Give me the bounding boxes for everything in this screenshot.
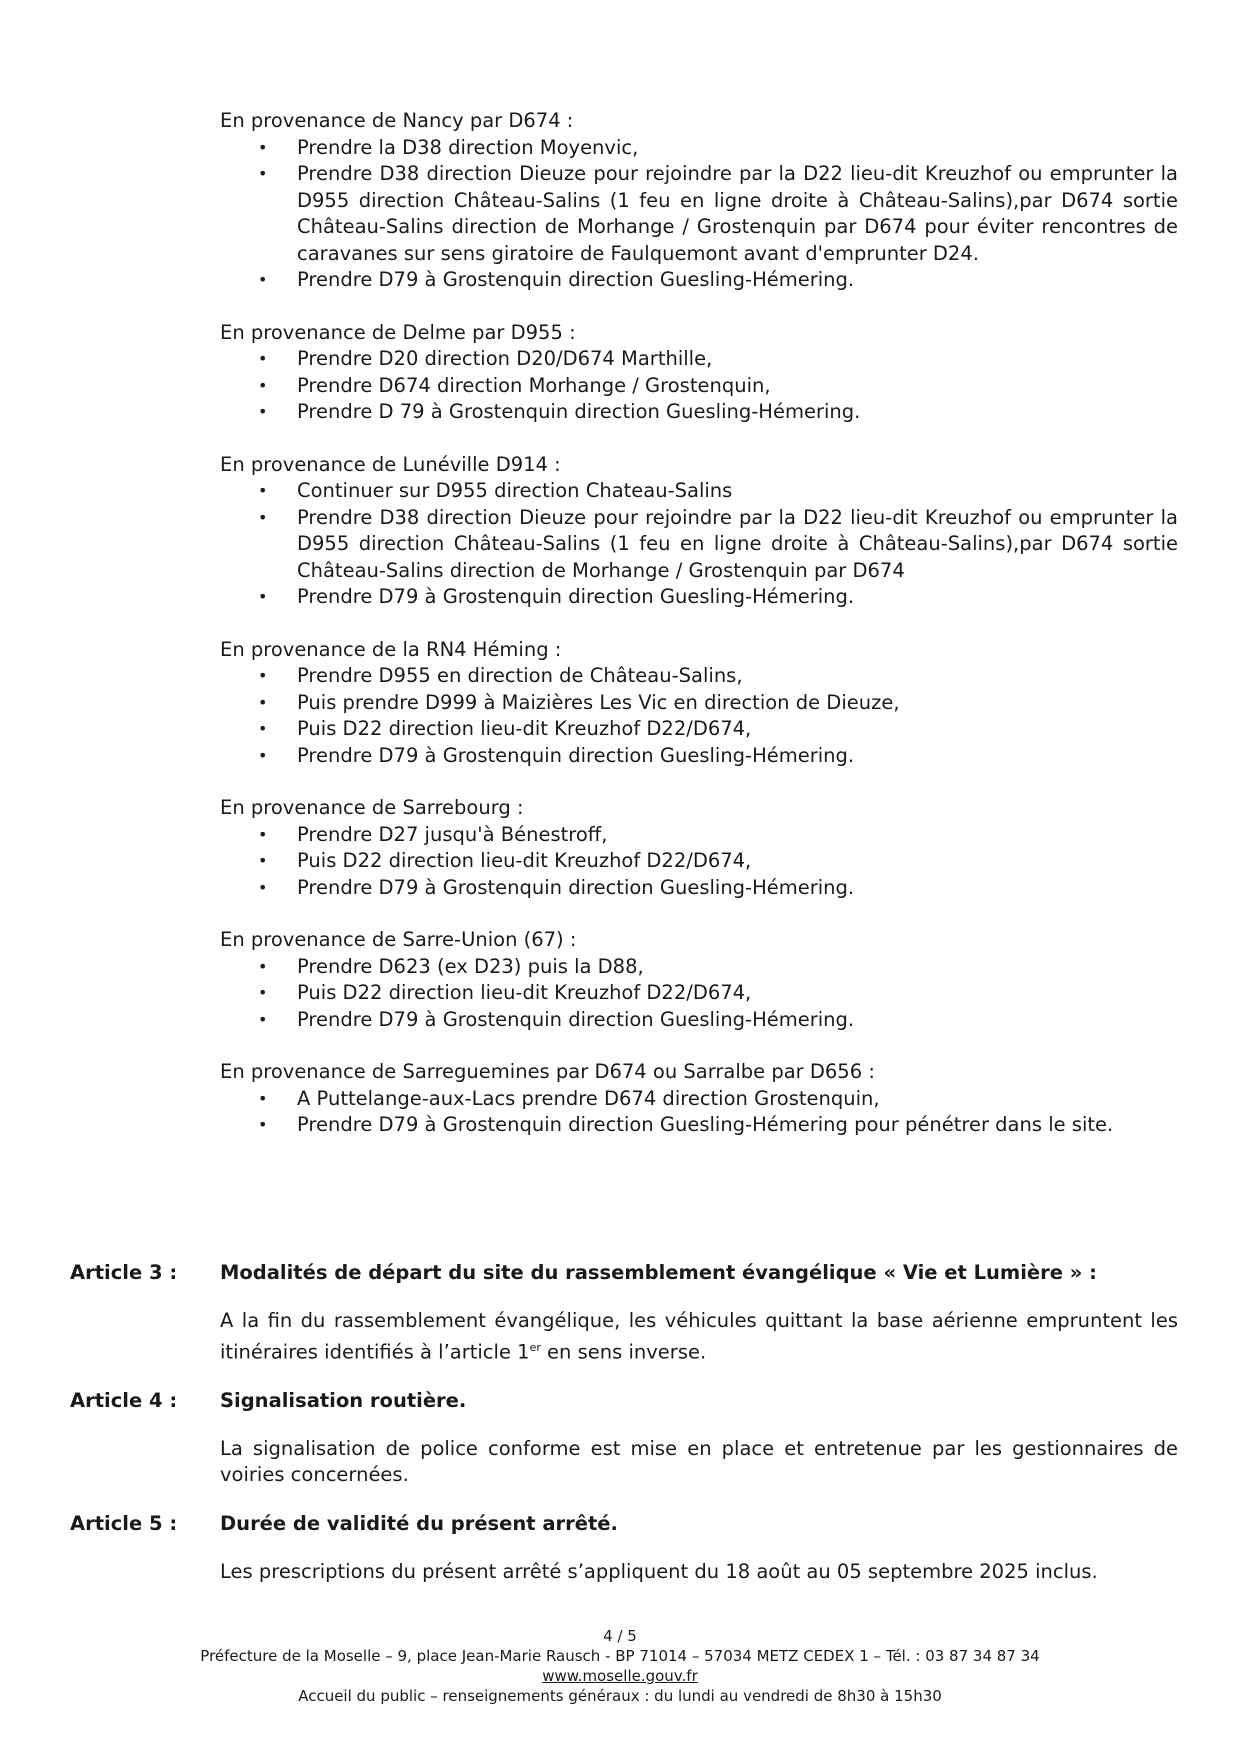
articles xyxy=(70,1260,1178,1607)
itinerary-section xyxy=(220,452,1178,611)
section-heading: En provenance de Lunéville D914 : xyxy=(220,452,561,476)
article-text: en sens inverse. xyxy=(540,1340,707,1363)
list-item: • Puis D22 direction lieu-dit Kreuzhof D22/D674, xyxy=(220,716,1178,743)
list-item: • Continuer sur D955 direction Chateau-Salins xyxy=(220,478,1178,505)
itinerary-section xyxy=(220,1059,1178,1139)
bullet-list xyxy=(220,822,1178,902)
bullet-list xyxy=(220,1086,1178,1139)
list-item: • Prendre D79 à Grostenquin direction Guesling-Hémering. xyxy=(220,267,1178,294)
article-text: A la fin du rassemblement évangélique, les véhicules quittant la base aérienne empruntent les itinéraires identifiés à l’article 1 xyxy=(220,1309,1178,1363)
page-number: 4 / 5 xyxy=(603,1627,637,1645)
list-item: • Prendre D 79 à Grostenquin direction Guesling-Hémering. xyxy=(220,399,1178,426)
article-label: Article 3 : xyxy=(70,1261,178,1284)
itinerary-section xyxy=(220,108,1178,294)
list-item: • Prendre D955 en direction de Château-Salins, xyxy=(220,663,1178,690)
section-heading: En provenance de Delme par D955 : xyxy=(220,320,576,344)
list-item: • Prendre D79 à Grostenquin direction Guesling-Hémering. xyxy=(220,875,1178,902)
article-3 xyxy=(70,1260,1178,1366)
section-heading: En provenance de Sarre-Union (67) : xyxy=(220,928,577,951)
list-item: • Puis D22 direction lieu-dit Kreuzhof D22/D674, xyxy=(220,980,1178,1007)
website-link[interactable]: www.moselle.gouv.fr xyxy=(542,1667,698,1685)
itinerary-section xyxy=(220,637,1178,770)
list-item: • Prendre D38 direction Dieuze pour rejoindre par la D22 lieu-dit Kreuzhof ou emprunter la D955 direction Château-Salins (1 feu en ligne droite à Château-Salins),par D674 sortie Château-Salins direction de Morhange / Grostenquin par D674 xyxy=(220,505,1178,585)
footer-address: Préfecture de la Moselle – 9, place Jean-Marie Rausch - BP 71014 – 57034 METZ CEDEX 1 – Tél. : 03 87 34 87 34 xyxy=(200,1647,1040,1665)
article-title: Durée de validité du présent arrêté. xyxy=(220,1511,618,1535)
article-title: Modalités de départ du site du rassemblement évangélique « Vie et Lumière » : xyxy=(220,1261,1097,1284)
section-heading: En provenance de Sarrebourg : xyxy=(220,796,524,819)
list-item: • Prendre D38 direction Dieuze pour rejoindre par la D22 lieu-dit Kreuzhof ou emprunter la D955 direction Château-Salins (1 feu en ligne droite à Château-Salins),par D674 sortie Château-Salins direction de Morhange / Grostenquin par D674 pour éviter rencontres de caravanes sur sens giratoire de Faulquemont avant d'emprunter D24. xyxy=(220,161,1178,267)
list-item: • Prendre D20 direction D20/D674 Marthille, xyxy=(220,346,1178,373)
page-footer xyxy=(0,1626,1240,1706)
bullet-list xyxy=(220,954,1178,1034)
article-body: La signalisation de police conforme est mise en place et entretenue par les gestionnaires de voiries concernées. xyxy=(220,1436,1178,1486)
itinerary-sections xyxy=(220,108,1178,1165)
bullet-list xyxy=(220,135,1178,294)
section-heading: En provenance de la RN4 Héming : xyxy=(220,637,562,661)
list-item: • Puis prendre D999 à Maizières Les Vic en direction de Dieuze, xyxy=(220,690,1178,717)
article-title: Signalisation routière. xyxy=(220,1388,467,1412)
list-item: • Prendre D674 direction Morhange / Grostenquin, xyxy=(220,373,1178,400)
article-body: Les prescriptions du présent arrêté s’appliquent du 18 août au 05 septembre 2025 inclus. xyxy=(220,1559,1098,1583)
itinerary-section xyxy=(220,927,1178,1033)
list-item: • A Puttelange-aux-Lacs prendre D674 direction Grostenquin, xyxy=(220,1086,1178,1113)
article-body xyxy=(220,1308,1178,1366)
article-5 xyxy=(70,1511,1178,1586)
list-item: • Prendre D79 à Grostenquin direction Guesling-Hémering. xyxy=(220,743,1178,770)
article-label: Article 4 : xyxy=(70,1388,178,1412)
bullet-list xyxy=(220,663,1178,769)
section-heading: En provenance de Sarreguemines par D674 ou Sarralbe par D656 : xyxy=(220,1060,875,1083)
article-4 xyxy=(70,1388,1178,1489)
itinerary-section xyxy=(220,795,1178,901)
section-heading: En provenance de Nancy par D674 : xyxy=(220,109,574,132)
list-item: • Prendre D79 à Grostenquin direction Guesling-Hémering. xyxy=(220,1007,1178,1034)
bullet-list xyxy=(220,478,1178,611)
list-item: • Prendre D27 jusqu'à Bénestroff, xyxy=(220,822,1178,849)
list-item: • Prendre D79 à Grostenquin direction Guesling-Hémering pour pénétrer dans le site. xyxy=(220,1112,1178,1139)
footer-hours: Accueil du public – renseignements généraux : du lundi au vendredi de 8h30 à 15h30 xyxy=(298,1687,942,1705)
list-item: • Puis D22 direction lieu-dit Kreuzhof D22/D674, xyxy=(220,848,1178,875)
itinerary-section xyxy=(220,320,1178,426)
bullet-list xyxy=(220,346,1178,426)
list-item: • Prendre D79 à Grostenquin direction Guesling-Hémering. xyxy=(220,584,1178,611)
list-item: • Prendre la D38 direction Moyenvic, xyxy=(220,135,1178,162)
list-item: • Prendre D623 (ex D23) puis la D88, xyxy=(220,954,1178,981)
article-label: Article 5 : xyxy=(70,1511,178,1535)
superscript: er xyxy=(529,1340,541,1354)
